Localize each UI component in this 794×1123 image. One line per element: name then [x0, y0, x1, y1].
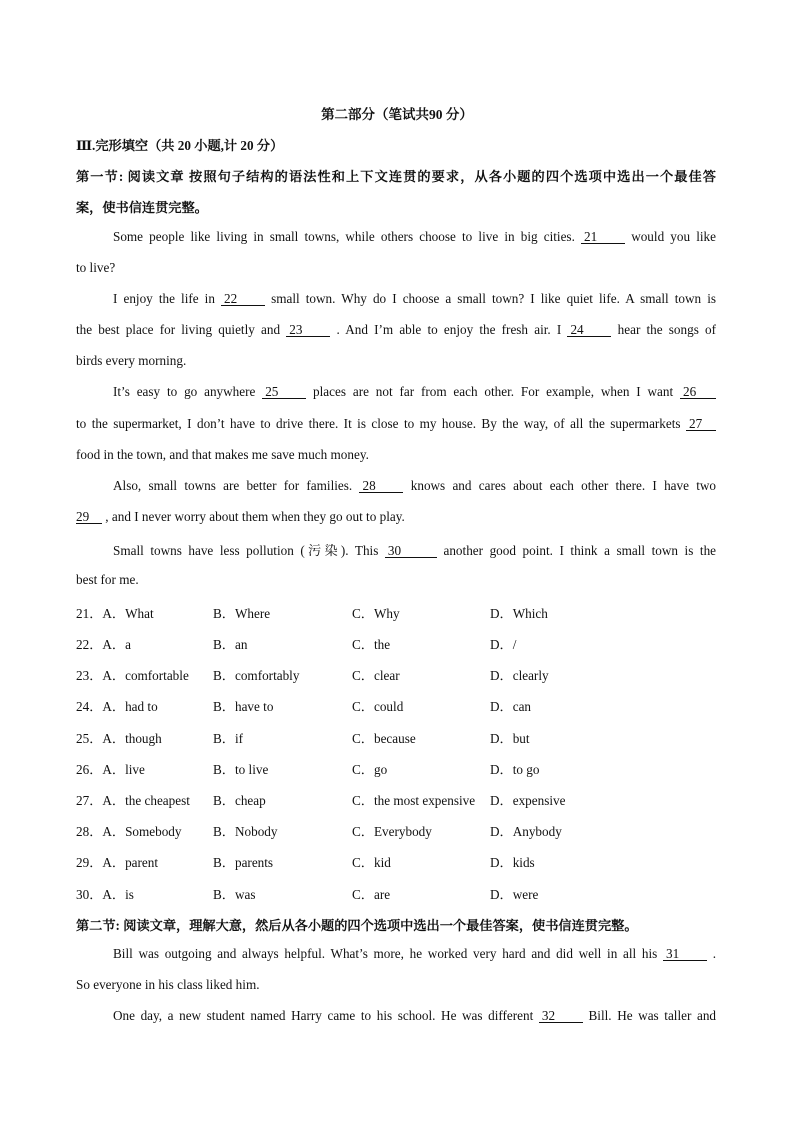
text-span: another good point. I think a small town is the — [443, 543, 717, 558]
text-span: Small towns have less pollution (污染). This — [113, 543, 379, 558]
text-span: . — [712, 946, 717, 961]
passage-line — [113, 1008, 716, 1024]
passage-line — [76, 509, 716, 525]
question-options-26 — [76, 759, 716, 777]
blank-32: 32 — [539, 1009, 583, 1023]
option-d[interactable]: D．expensive — [490, 793, 566, 808]
passage-line — [113, 540, 716, 559]
option-a[interactable]: 26．A．live — [76, 762, 145, 777]
text-span: the best place for living quietly and — [76, 322, 281, 337]
option-a[interactable]: 28．A．Somebody — [76, 824, 182, 839]
text-span: hear the songs of — [617, 322, 717, 337]
passage-line — [76, 416, 716, 432]
question-options-30 — [76, 884, 716, 902]
question-options-28 — [76, 821, 716, 839]
question-options-27 — [76, 790, 716, 808]
option-d[interactable]: D．/ — [490, 637, 517, 652]
blank-26: 26 — [680, 385, 716, 399]
option-b[interactable]: B．parents — [213, 855, 274, 870]
blank-31: 31 — [663, 947, 707, 961]
option-b[interactable]: B．cheap — [213, 793, 266, 808]
blank-24: 24 — [567, 323, 611, 337]
blank-30: 30 — [385, 544, 437, 558]
blank-21: 21 — [581, 230, 625, 244]
option-a[interactable]: 22．A．a — [76, 637, 131, 652]
passage-line — [113, 946, 716, 962]
blank-25: 25 — [262, 385, 306, 399]
text-span: places are not far from each other. For example, when I want — [313, 384, 674, 399]
blank-22: 22 — [221, 292, 265, 306]
option-b[interactable]: B．comfortably — [213, 668, 300, 683]
option-c[interactable]: C．the — [352, 637, 391, 652]
text-span: to the supermarket, I don’t have to drive there. It is close to my house. By the way, of all the supermarkets — [76, 416, 681, 431]
option-c[interactable]: C．Everybody — [352, 824, 432, 839]
text-span: small town. Why do I choose a small town? I like quiet life. A small town is — [271, 291, 717, 306]
option-c[interactable]: C．Why — [352, 606, 400, 621]
option-b[interactable]: B．have to — [213, 699, 274, 714]
page-title: 第二部分（笔试共90 分） — [321, 107, 473, 122]
blank-27: 27 — [686, 417, 716, 431]
question-options-23 — [76, 665, 716, 683]
passage-line: food in the town, and that makes me save much money. — [76, 447, 369, 462]
blank-28: 28 — [359, 479, 403, 493]
passage-line — [76, 322, 716, 338]
option-c[interactable]: C．the most expensive — [352, 793, 476, 808]
option-c[interactable]: C．kid — [352, 855, 391, 870]
option-a[interactable]: 23．A．comfortable — [76, 668, 189, 683]
passage-line: birds every morning. — [76, 353, 187, 368]
blank-23: 23 — [286, 323, 330, 337]
option-c[interactable]: C．go — [352, 762, 388, 777]
option-b[interactable]: B．an — [213, 637, 248, 652]
passage-line — [113, 478, 716, 494]
text-span: knows and cares about each other there. I have two — [410, 478, 717, 493]
option-a[interactable]: 21．A．What — [76, 606, 154, 621]
option-d[interactable]: D．Anybody — [490, 824, 562, 839]
option-a[interactable]: 30．A．is — [76, 887, 134, 902]
passage-line — [113, 229, 716, 245]
part2-instructions: 第二节: 阅读文章，理解大意，然后从各小题的四个选项中选出一个最佳答案，使书信连贯完整。 — [76, 918, 638, 933]
option-d[interactable]: D．to go — [490, 762, 540, 777]
text-span: Bill was outgoing and always helpful. What’s more, he worked very hard and did well in all his — [113, 946, 658, 961]
option-d[interactable]: D．were — [490, 887, 539, 902]
text-span: Some people like living in small towns, while others choose to live in big cities. — [113, 229, 575, 244]
text-span: would you like — [631, 229, 717, 244]
passage-line: to live? — [76, 260, 116, 275]
section-heading: Ⅲ.完形填空（共 20 小题,计 20 分） — [76, 138, 284, 153]
option-c[interactable]: C．because — [352, 731, 416, 746]
question-options-25 — [76, 728, 716, 746]
text-span: Bill. He was taller and — [588, 1008, 717, 1023]
option-c[interactable]: C．clear — [352, 668, 400, 683]
question-options-21 — [76, 603, 716, 621]
question-options-22 — [76, 634, 716, 652]
part1-instructions-cont: 案，使书信连贯完整。 — [76, 200, 208, 215]
option-b[interactable]: B．if — [213, 731, 244, 746]
passage-line — [113, 291, 716, 307]
option-d[interactable]: D．can — [490, 699, 532, 714]
option-b[interactable]: B．was — [213, 887, 256, 902]
option-d[interactable]: D．but — [490, 731, 530, 746]
option-d[interactable]: D．kids — [490, 855, 535, 870]
option-c[interactable]: C．are — [352, 887, 391, 902]
part1-instructions: 第一节: 阅读文章 按照句子结构的语法性和上下文连贯的要求，从各小题的四个选项中选出一个最佳答 — [76, 169, 716, 184]
text-span: It’s easy to go anywhere — [113, 384, 256, 399]
option-a[interactable]: 27．A．the cheapest — [76, 793, 190, 808]
text-span: One day, a new student named Harry came to his school. He was different — [113, 1008, 534, 1023]
passage-line: So everyone in his class liked him. — [76, 977, 260, 992]
question-options-24 — [76, 696, 716, 714]
blank-29: 29 — [76, 510, 102, 524]
question-options-29 — [76, 852, 716, 870]
option-d[interactable]: D．Which — [490, 606, 548, 621]
option-b[interactable]: B．Where — [213, 606, 271, 621]
option-b[interactable]: B．Nobody — [213, 824, 278, 839]
option-c[interactable]: C．could — [352, 699, 404, 714]
option-d[interactable]: D．clearly — [490, 668, 549, 683]
passage-line — [113, 384, 716, 400]
option-b[interactable]: B．to live — [213, 762, 269, 777]
text-span: I enjoy the life in — [113, 291, 215, 306]
option-a[interactable]: 25．A．though — [76, 731, 162, 746]
text-span: . And I’m able to enjoy the fresh air. I — [336, 322, 562, 337]
passage-line: best for me. — [76, 572, 139, 587]
text-span: Also, small towns are better for families. — [113, 478, 353, 493]
option-a[interactable]: 24．A．had to — [76, 699, 158, 714]
option-a[interactable]: 29．A．parent — [76, 855, 159, 870]
text-span: , and I never worry about them when they go out to play. — [105, 509, 405, 524]
